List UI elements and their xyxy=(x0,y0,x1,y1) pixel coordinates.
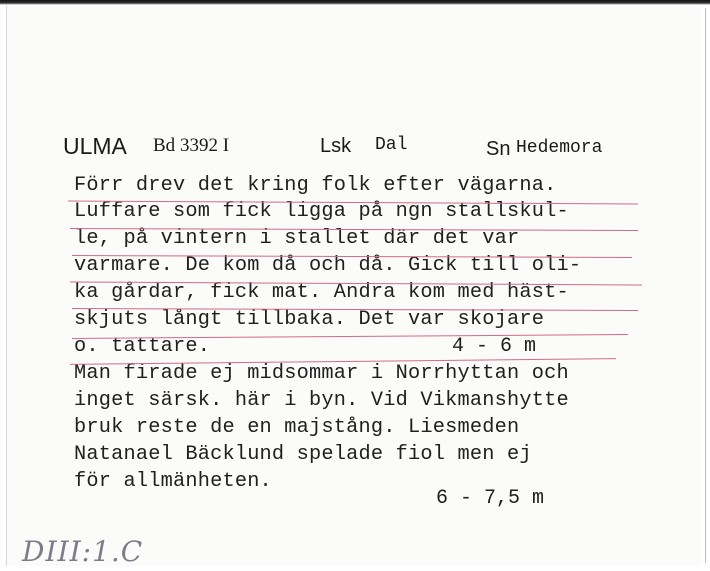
landskap-label: Lsk xyxy=(320,135,352,157)
text-line: o. tattare. xyxy=(74,335,211,358)
text-line: Man firade ej midsommar i Norrhyttan och xyxy=(74,362,569,385)
volume-label: Bd xyxy=(153,135,176,156)
text-line: för allmänheten. xyxy=(74,470,272,493)
volume-value: 3392 I xyxy=(179,135,230,156)
text-line: inget särsk. här i byn. Vid Vikmanshytte xyxy=(74,389,569,412)
text-line: Förr drev det kring folk efter vägarna. xyxy=(74,174,557,197)
text-line: skjuts långt tillbaka. Det var skojare xyxy=(74,308,545,331)
socken-value: Hedemora xyxy=(516,138,603,158)
text-line: bruk reste de en majstång. Liesmeden xyxy=(74,416,520,439)
archive-mark: DIII:1.C xyxy=(22,535,144,568)
measurement-2: 6 - 7,5 m xyxy=(436,487,545,510)
text-line: varmare. De kom då och då. Gick till oli- xyxy=(74,254,582,277)
text-line: Natanael Bäcklund spelade fiol men ej xyxy=(74,443,532,466)
measurement-1: 4 - 6 m xyxy=(452,335,537,358)
scan-edge xyxy=(0,0,710,5)
socken-label: Sn xyxy=(486,138,511,160)
text-line: ka gårdar, fick mat. Andra kom med häst- xyxy=(74,281,569,304)
text-line: Luffare som fick ligga på ngn stallskul- xyxy=(74,200,569,223)
card-header xyxy=(0,133,710,165)
text-line: le, på vintern i stallet där det var xyxy=(74,227,520,250)
landskap-value: Dal xyxy=(375,135,408,155)
card-edge xyxy=(705,8,706,563)
archive-name: ULMA xyxy=(63,133,127,159)
volume-field xyxy=(153,135,229,157)
